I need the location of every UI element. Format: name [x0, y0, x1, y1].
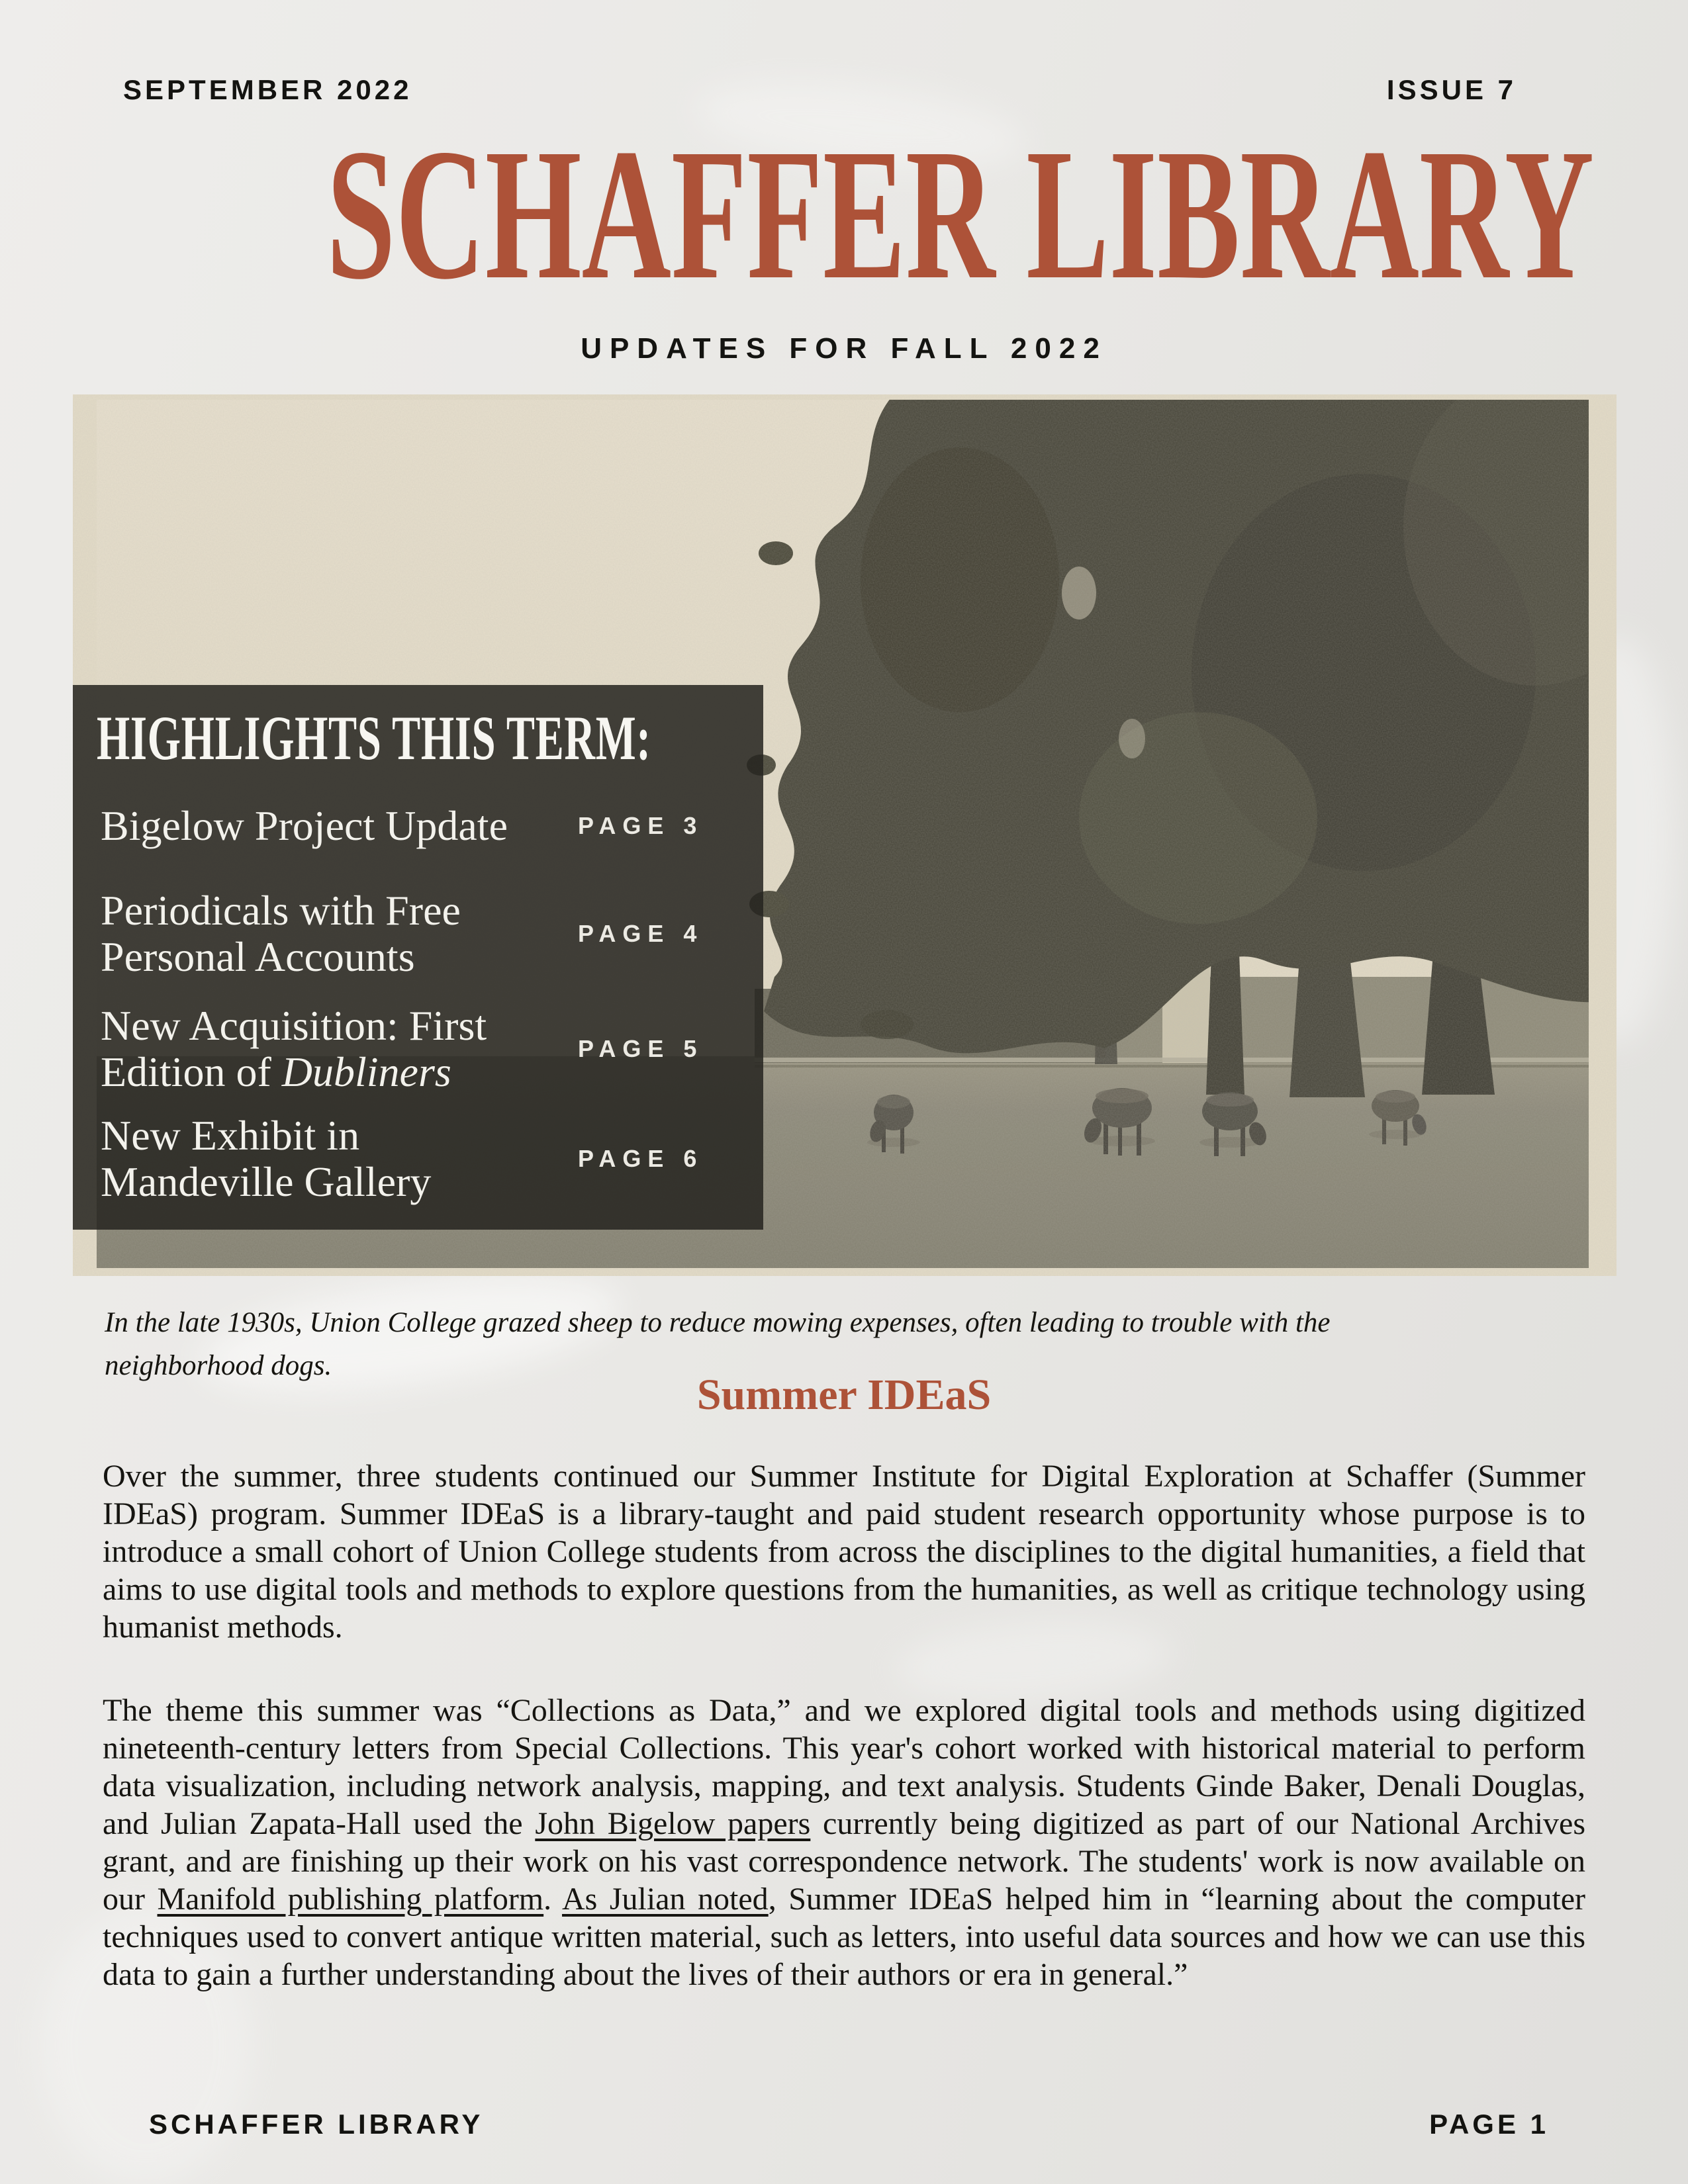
highlight-item — [101, 1113, 743, 1205]
inline-link[interactable]: Manifold publishing platform — [157, 1882, 544, 1917]
article-paragraph — [103, 1692, 1585, 1993]
issue-number: ISSUE 7 — [1386, 74, 1517, 105]
highlight-item-page: PAGE 4 — [578, 920, 704, 947]
text-segment: Mandeville Gallery — [101, 1158, 432, 1205]
highlight-item-label — [101, 1003, 578, 1095]
text-segment: . — [543, 1882, 563, 1917]
footer-page-number: PAGE 1 — [1429, 2109, 1549, 2140]
text-segment: currently being digitized as part of our National Archives grant, and are finishing up their work on his vast correspondence network. The students' work is now available on our — [103, 1806, 1586, 1917]
text-segment: New Exhibit in — [101, 1112, 360, 1159]
text-segment: , Summer IDEaS helped him in “learning about the computer techniques used to convert antique written material, such as letters, into useful data sources and how we can use this data to gain a further understanding about the lives of their authors or era in general.” — [103, 1882, 1586, 1992]
highlight-item-label — [101, 887, 578, 980]
issue-date: SEPTEMBER 2022 — [123, 74, 412, 105]
highlights-box — [73, 685, 763, 1230]
highlight-item — [101, 1003, 743, 1095]
newsletter-title: SCHAFFER LIBRARY — [326, 111, 1595, 318]
highlight-item — [101, 803, 743, 849]
text-segment: The theme this summer was “Collections as Data,” and we explored digital tools and methods using digitized nineteenth-century letters from Special Collections. This year's cohort worked with historical material to perform data visualization, including network analysis, mapping, and text analysis. Students Ginde Baker, Denali Douglas, and Julian Zapata-Hall used the — [103, 1693, 1585, 1841]
highlight-item-label — [101, 803, 578, 849]
inline-link[interactable]: As Julian noted — [562, 1882, 769, 1917]
highlight-item-label — [101, 1113, 578, 1205]
newsletter-subtitle: UPDATES FOR FALL 2022 — [581, 332, 1107, 365]
highlight-item — [101, 887, 743, 980]
text-segment: Dubliners — [281, 1048, 451, 1095]
highlight-item-page: PAGE 3 — [578, 812, 704, 839]
text-segment: Over the summer, three students continued our Summer Institute for Digital Exploration at Schaffer (Summer IDEaS) program. Summer IDEaS is a library-taught and paid student research opportunity whose purpose is to introduce a small cohort of Union College students from across the disciplines to the digital humanities, a field that aims to use digital tools and methods to explore questions from the humanities, as well as critique technology using humanist methods. — [103, 1459, 1585, 1645]
footer-library-name: SCHAFFER LIBRARY — [149, 2109, 484, 2140]
article-heading: Summer IDEaS — [696, 1371, 992, 1419]
inline-link[interactable]: John Bigelow papers — [535, 1806, 811, 1841]
text-segment: New Acquisition: First — [101, 1002, 487, 1049]
highlights-title: HIGHLIGHTS THIS TERM: — [97, 703, 651, 773]
photo-caption: In the late 1930s, Union College grazed sheep to reduce mowing expenses, often leading to trouble with the neighborhood dogs. — [105, 1307, 1331, 1381]
text-segment: Edition of — [101, 1048, 282, 1095]
text-segment: Periodicals with Free — [101, 887, 461, 934]
highlight-item-page: PAGE 5 — [578, 1035, 704, 1062]
highlight-item-page: PAGE 6 — [578, 1145, 704, 1172]
text-segment: Personal Accounts — [101, 933, 415, 980]
article-paragraph — [103, 1457, 1585, 1646]
text-segment: Bigelow Project Update — [101, 802, 508, 849]
